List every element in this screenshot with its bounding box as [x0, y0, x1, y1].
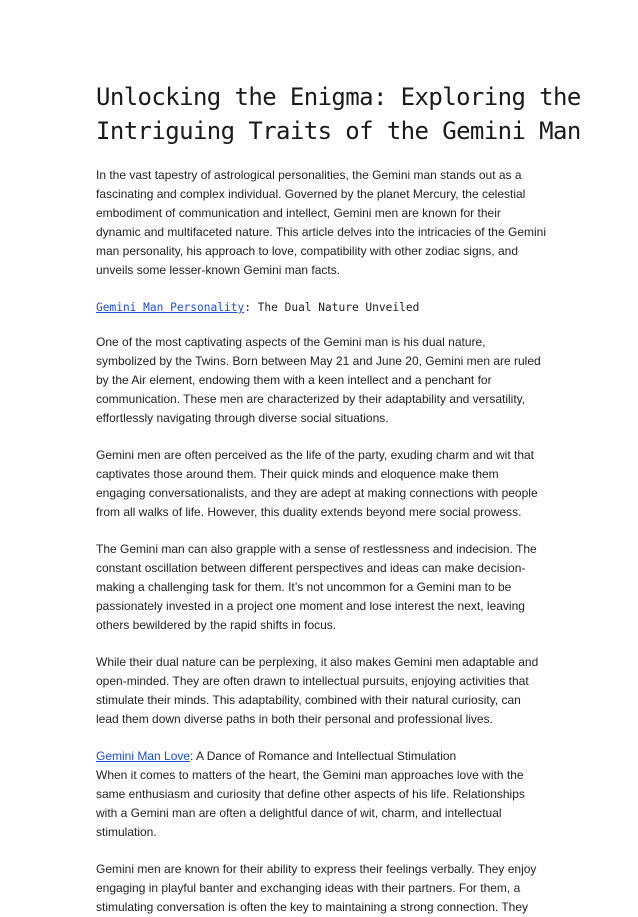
intro-paragraph: In the vast tapestry of astrological personalities, the Gemini man stands out as a fascinating and complex individual. Governed by the planet Mercury, the celestial embodiment of communication and intellect, Gemini men are known for their dynamic and multifaceted nature. This article delves into the intricacies of the Gemini man personality, his approach to love, compatibility with other zodiac signs, and unveils some lesser-known Gemini man facts. — [96, 168, 546, 277]
section-heading-rest: : The Dual Nature Unveiled — [244, 301, 420, 314]
section-heading-rest: : A Dance of Romance and Intellectual Stimulation — [190, 749, 457, 763]
gemini-man-love-link[interactable]: Gemini Man Love — [96, 749, 191, 763]
paragraph-restlessness: The Gemini man can also grapple with a sense of restlessness and indecision. The constant oscillation between different perspectives and ideas can make decision-making a challenging task for them. It’s not uncommon for a Gemini man to be passionately invested in a project one moment and lose interest the next, leaving others bewildered by the rapid shifts in focus. — [96, 542, 537, 632]
paragraph-verbal-expression: Gemini men are known for their ability to express their feelings verbally. They enjoy engaging in playful banter and exchanging ideas with their partners. For them, a stimulating conversation is often the key to maintaining a strong connection. They — [96, 862, 537, 914]
paragraph-love: When it comes to matters of the heart, the Gemini man approaches love with the same enthusiasm and curiosity that define other aspects of his life. Relationships with a Gemini man are often a delightful dance of wit, charm, and intellectual stimulation. — [96, 768, 525, 839]
title-line-2: Intriguing Traits of the Gemini Man — [96, 117, 581, 145]
page-title — [96, 80, 581, 148]
section-heading-love — [96, 747, 546, 766]
paragraph-dual-nature: One of the most captivating aspects of the Gemini man is his dual nature, symbolized by the Twins. Born between May 21 and June 20, Gemini men are ruled by the Air element, endowing them with a keen intellect and a penchant for communication. These men are characterized by their adaptability and versatility, effortlessly navigating through diverse social situations. — [96, 335, 541, 425]
gemini-man-personality-link[interactable]: Gemini Man Personality — [96, 301, 245, 314]
title-line-1: Unlocking the Enigma: Exploring the — [96, 83, 581, 111]
paragraph-adaptability: While their dual nature can be perplexing, it also makes Gemini men adaptable and open-minded. They are often drawn to intellectual pursuits, enjoying activities that stimulate their minds. This adaptability, combined with their natural curiosity, can lead them down diverse paths in both their personal and professional lives. — [96, 655, 539, 726]
section-heading-personality — [96, 298, 546, 317]
paragraph-life-of-party: Gemini men are often perceived as the life of the party, exuding charm and wit that captivates those around them. Their quick minds and eloquence make them engaging conversationalists, and they are adept at making connections with people from all walks of life. However, this duality extends beyond mere social prowess. — [96, 448, 538, 519]
